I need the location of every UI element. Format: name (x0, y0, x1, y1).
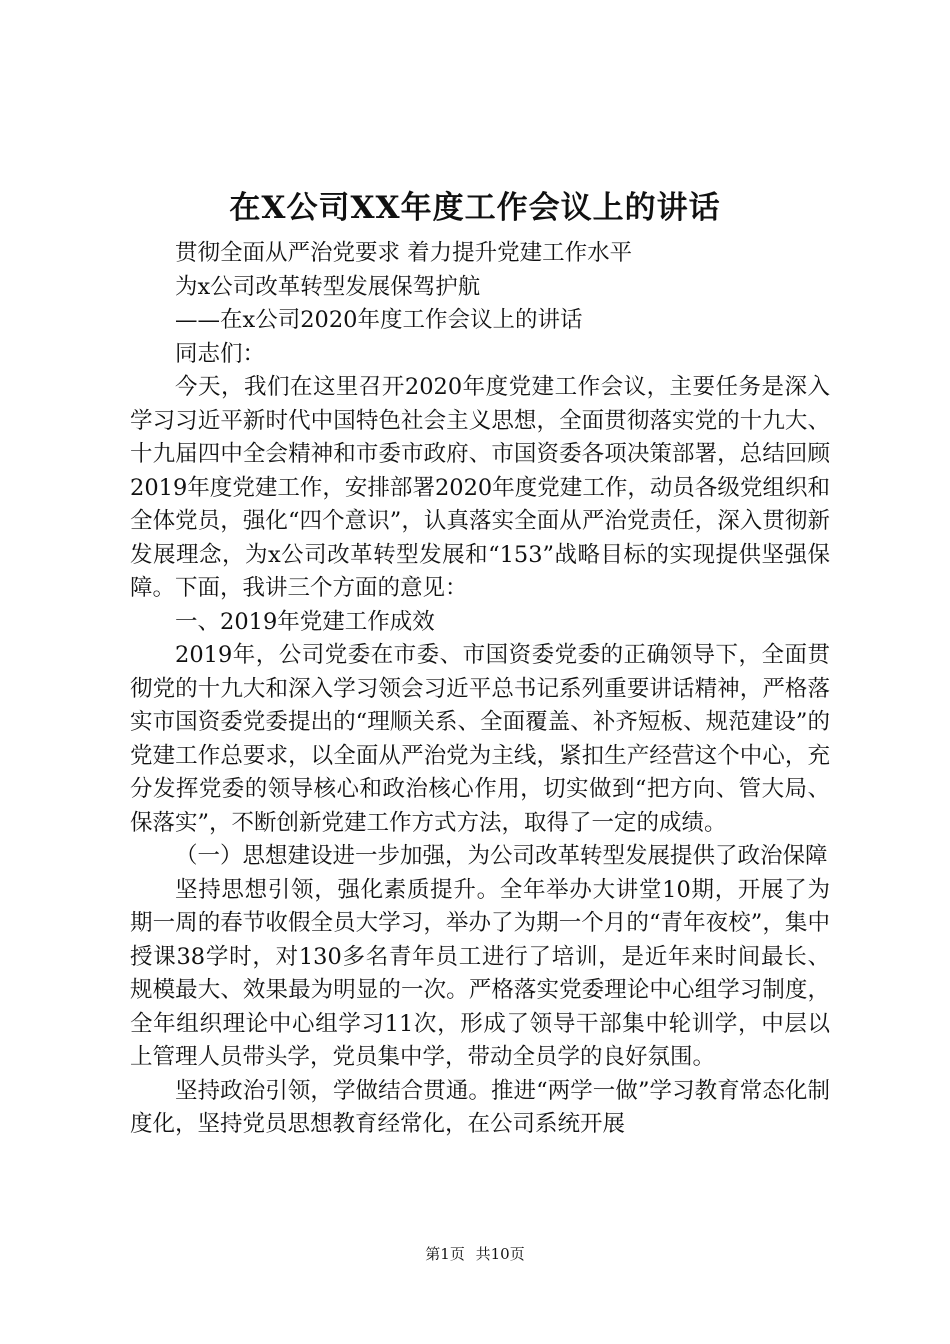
section-heading-1: 一、2019年党建工作成效 (175, 608, 435, 635)
document-title: 在X公司XX年度工作会议上的讲话 (229, 190, 721, 226)
paragraph-2019-summary: 2019年，公司党委在市委、市国资委党委的正确领导下，全面贯彻党的十九大和深入学习领会习近平总书记系列重要讲话精神，严格落实市国资委党委提出的“理顺关系、全面覆盖、补齐短板、规范建设”的党建工作总要求，以全面从严治党为主线，紧扣生产经营这个中心，充分发挥党委的领导核心和政治核心作用，切实做到“把方向、管大局、保落实”，不断创新党建工作方式方法，取得了一定的成绩。 (130, 642, 830, 836)
paragraph-intro: 今天，我们在这里召开2020年度党建工作会议，主要任务是深入学习习近平新时代中国特色社会主义思想，全面贯彻落实党的十九大、十九届四中全会精神和市委市政府、市国资委各项决策部署，总结回顾2019年度党建工作，安排部署2020年度党建工作，动员各级党组织和全体党员，强化“四个意识”，认真落实全面从严治党责任，深入贯彻新发展理念，为x公司改革转型发展和“153”战略目标的实现提供坚强保障。下面，我讲三个方面的意见： (130, 374, 830, 601)
subsection-heading-1: （一）思想建设进一步加强，为公司改革转型发展提供了政治保障 (175, 843, 828, 869)
page-number: 第1页 (425, 1245, 465, 1263)
paragraph-thought-guidance: 坚持思想引领，强化素质提升。全年举办大讲堂10期，开展了为期一周的春节收假全员大学习，举办了为期一个月的“青年夜校”，集中授课38学时，对130多名青年员工进行了培训，是近年来时间最长、规模最大、效果最为明显的一次。严格落实党委理论中心组学习制度，全年组织理论中心组学习11次，形成了领导干部集中轮训学，中层以上管理人员带头学，党员集中学，带动全员学的良好氛围。 (130, 876, 830, 1070)
subtitle-line-1: 贯彻全面从严治党要求 着力提升党建工作水平 (175, 240, 633, 266)
document-body (130, 237, 830, 1142)
subtitle-line-3: ——在x公司2020年度工作会议上的讲话 (175, 307, 583, 333)
page-footer (0, 1243, 950, 1265)
salutation: 同志们： (175, 340, 266, 367)
subtitle-line-2: 为x公司改革转型发展保驾护航 (175, 273, 481, 300)
paragraph-political-guidance: 坚持政治引领，学做结合贯通。推进“两学一做”学习教育常态化制度化，坚持党员思想教育经常化，在公司系统开展 (130, 1077, 830, 1137)
page-total: 共10页 (475, 1245, 525, 1263)
